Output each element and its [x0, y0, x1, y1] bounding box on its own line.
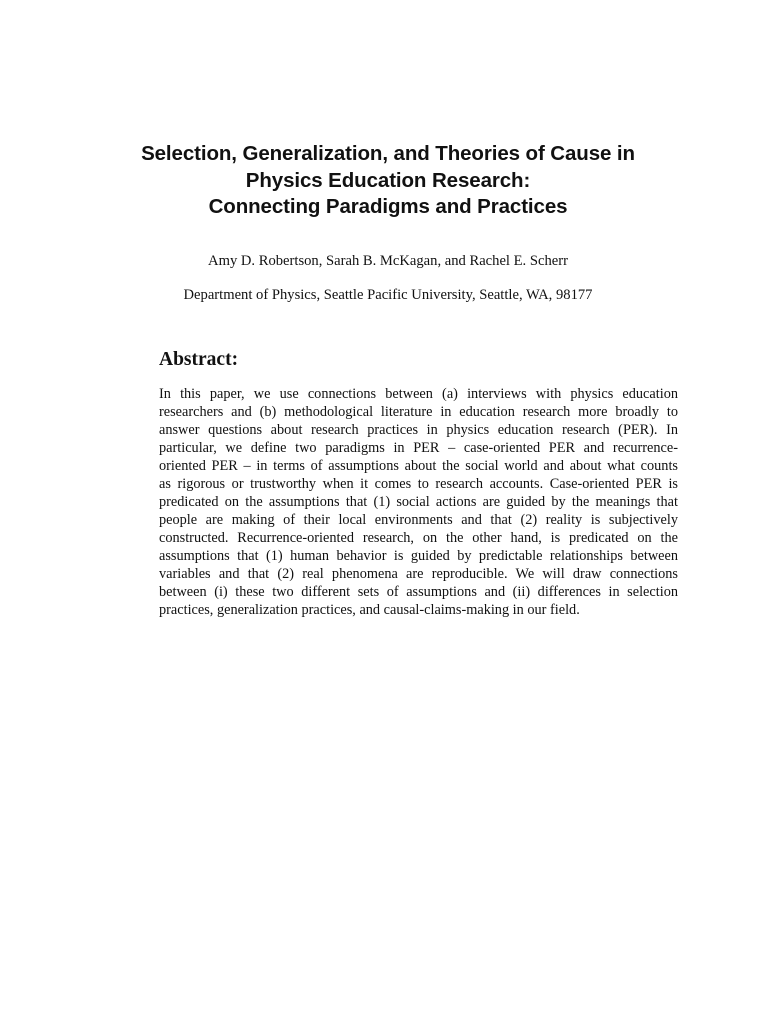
abstract-line: oriented PER – in terms of assumptions about the social world and about what counts	[159, 458, 678, 474]
abstract-line: as rigorous or trustworthy when it comes to research accounts. Case-oriented PER is	[159, 476, 678, 492]
abstract-line: variables and that (2) real phenomena are reproducible. We will draw connections	[159, 566, 678, 582]
abstract-line: constructed. Recurrence-oriented research, on the other hand, is predicated on the	[159, 530, 678, 546]
abstract-line: between (i) these two different sets of assumptions and (ii) differences in selection	[159, 584, 678, 600]
title-line: Selection, Generalization, and Theories of Cause in	[141, 142, 635, 165]
abstract-line: assumptions that (1) human behavior is guided by predictable relationships between	[159, 548, 678, 564]
paper-title	[140, 141, 636, 221]
abstract-line: answer questions about research practices in physics education research (PER). In	[159, 422, 678, 438]
abstract-heading: Abstract:	[159, 349, 239, 370]
abstract-line: practices, generalization practices, and causal-claims-making in our field.	[159, 602, 580, 618]
abstract-line: people are making of their local environments and that (2) reality is subjectively	[159, 512, 678, 528]
abstract-line: predicated on the assumptions that (1) social actions are guided by the meanings that	[159, 494, 678, 510]
title-line: Physics Education Research:	[245, 168, 531, 192]
abstract-line: particular, we define two paradigms in PER – case-oriented PER and recurrence-	[159, 440, 678, 456]
abstract-body	[159, 385, 678, 619]
author-list: Amy D. Robertson, Sarah B. McKagan, and Rachel E. Scherr	[208, 253, 568, 269]
title-line: Connecting Paradigms and Practices	[208, 195, 568, 218]
abstract-line: researchers and (b) methodological literature in education research more broadly to	[159, 404, 678, 420]
affiliation: Department of Physics, Seattle Pacific University, Seattle, WA, 98177	[183, 287, 593, 303]
abstract-line: In this paper, we use connections between (a) interviews with physics education	[159, 386, 678, 402]
